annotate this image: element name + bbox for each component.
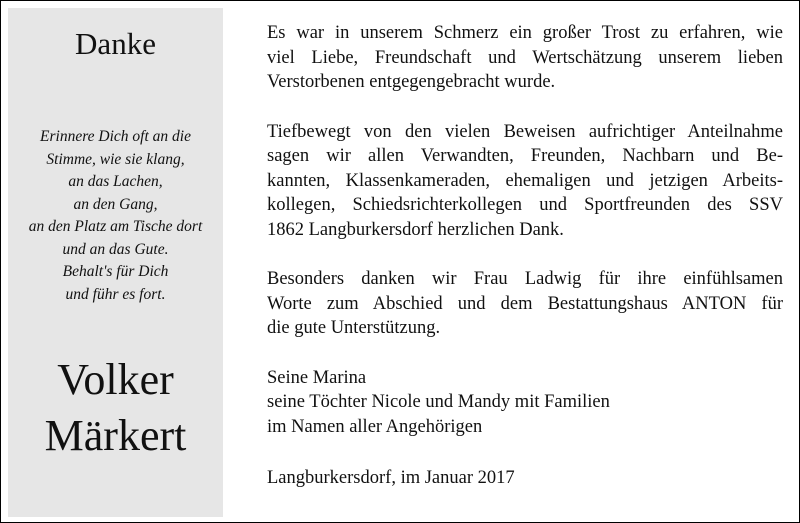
memorial-sidebar xyxy=(8,8,223,517)
poem-line: und führ es fort. xyxy=(65,285,166,303)
text-line: Verstorbenen entgegengebracht wurde. xyxy=(267,72,556,92)
text-line: 1862 Langburkersdorf herzlichen Dank. xyxy=(267,219,564,240)
poem-line: an das Lachen, xyxy=(68,173,163,190)
last-name: Märkert xyxy=(44,411,187,460)
poem-line: Stimme, wie sie klang, xyxy=(46,150,185,168)
text-line: viel Liebe, Freundschaft und Wertschätzung unserem lieben xyxy=(267,47,783,68)
paragraph-thanks xyxy=(267,120,783,243)
deceased-name xyxy=(8,352,223,464)
poem-line: an den Gang, xyxy=(73,195,158,213)
text-line: Tiefbewegt von den vielen Beweisen aufrichtiger Anteilnahme xyxy=(267,121,783,142)
poem-line: an den Platz am Tische dort xyxy=(28,218,203,235)
text-line: Besonders danken wir Frau Ladwig für ihre einfühlsamen xyxy=(267,269,783,289)
memorial-poem xyxy=(8,126,223,306)
signature-line: im Namen aller Angehörigen xyxy=(267,416,483,437)
signature-line: Seine Marina xyxy=(267,367,367,388)
text-line: Worte zum Abschied und dem Bestattungshaus ANTON für xyxy=(267,293,783,314)
text-line: kannten, Klassenkameraden, ehemaligen und jetzigen Arbeits- xyxy=(267,170,783,191)
thanks-heading: Danke xyxy=(75,26,156,61)
first-name: Volker xyxy=(57,355,174,404)
text-line: die gute Unterstützung. xyxy=(267,318,441,338)
poem-line: und an das Gute. xyxy=(62,240,169,258)
text-line: sagen wir allen Verwandten, Freunden, Nachbarn und Be- xyxy=(267,146,783,166)
text-line: kollegen, Schiedsrichterkollegen und Sportfreunden des SSV xyxy=(267,195,783,215)
text-line: Es war in unserem Schmerz ein großer Trost zu erfahren, wie xyxy=(267,23,783,43)
place-date: Langburkersdorf, im Januar 2017 xyxy=(267,468,515,488)
paragraph-special-thanks xyxy=(267,267,783,341)
thank-you-text xyxy=(267,21,783,491)
signature-block xyxy=(267,366,783,440)
poem-line: Behalt's für Dich xyxy=(62,263,169,280)
paragraph-condolence xyxy=(267,21,783,95)
signature-line: seine Töchter Nicole und Mandy mit Familien xyxy=(267,392,610,412)
poem-line: Erinnere Dich oft an die xyxy=(40,128,191,145)
